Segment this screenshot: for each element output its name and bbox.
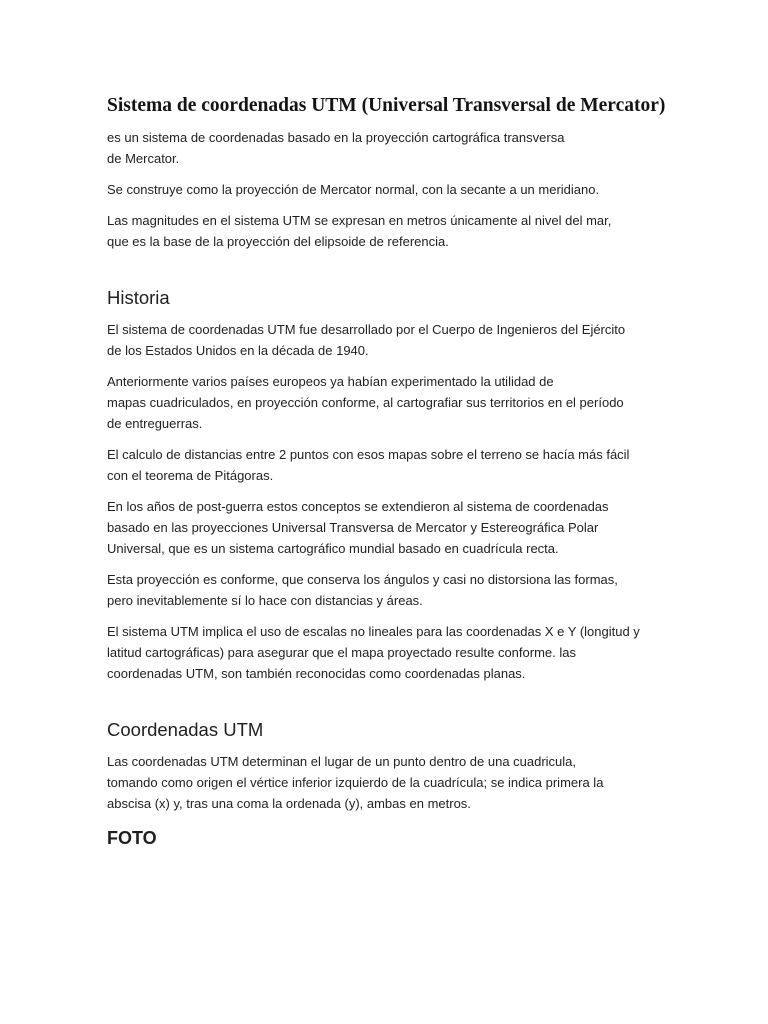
intro-p1-line2: de Mercator.: [107, 151, 180, 166]
historia-p2-line1: Anteriormente varios países europeos ya habían experimentado la utilidad de: [107, 374, 554, 389]
historia-paragraph-2: [107, 371, 667, 434]
document-body: [107, 93, 667, 850]
coordenadas-p1-line1: Las coordenadas UTM determinan el lugar de un punto dentro de una cuadricula,: [107, 754, 577, 769]
historia-p4-line1: En los años de post-guerra estos conceptos se extendieron al sistema de coordenadas: [107, 499, 609, 514]
coordenadas-p1-line3: abscisa (x) y, tras una coma la ordenada (y), ambas en metros.: [107, 796, 471, 811]
historia-p4-line2: basado en las proyecciones Universal Transversa de Mercator y Estereográfica Polar: [107, 520, 599, 535]
historia-p1-line1: El sistema de coordenadas UTM fue desarrollado por el Cuerpo de Ingenieros del Ejército: [107, 322, 626, 337]
intro-paragraph-1: [107, 127, 667, 169]
intro-p3-line2: que es la base de la proyección del elipsoide de referencia.: [107, 234, 449, 249]
coordenadas-paragraph-1: [107, 751, 667, 814]
section-heading-coordenadas: Coordenadas UTM: [107, 719, 264, 740]
section-heading-historia: Historia: [107, 287, 170, 308]
coordenadas-p1-line2: tomando como origen el vértice inferior izquierdo de la cuadrícula; se indica primera la: [107, 775, 604, 790]
section-heading-foto: FOTO: [107, 828, 157, 848]
historia-p3-line2: con el teorema de Pitágoras.: [107, 468, 274, 483]
document-title: Sistema de coordenadas UTM (Universal Transversal de Mercator): [107, 95, 666, 116]
historia-paragraph-3: [107, 444, 667, 486]
historia-paragraph-6: [107, 621, 667, 684]
historia-paragraph-1: [107, 319, 667, 361]
historia-p2-line2: mapas cuadriculados, en proyección conforme, al cartografiar sus territorios en el período: [107, 395, 624, 410]
historia-p6-line1: El sistema UTM implica el uso de escalas no lineales para las coordenadas X e Y (longitud y: [107, 624, 640, 639]
historia-p2-line3: de entreguerras.: [107, 416, 203, 431]
historia-p5-line1: Esta proyección es conforme, que conserva los ángulos y casi no distorsiona las formas,: [107, 572, 618, 587]
historia-p4-line3: Universal, que es un sistema cartográfico mundial basado en cuadrícula recta.: [107, 541, 559, 556]
historia-paragraph-5: [107, 569, 667, 611]
historia-p6-line3: coordenadas UTM, son también reconocidas como coordenadas planas.: [107, 666, 526, 681]
intro-p1-line1: es un sistema de coordenadas basado en la proyección cartográfica transversa: [107, 130, 565, 145]
historia-paragraph-4: [107, 496, 667, 559]
intro-paragraph-3: [107, 210, 667, 252]
intro-p3-line1: Las magnitudes en el sistema UTM se expresan en metros únicamente al nivel del mar,: [107, 213, 612, 228]
intro-paragraph-2: Se construye como la proyección de Mercator normal, con la secante a un meridiano.: [107, 182, 600, 197]
historia-p3-line1: El calculo de distancias entre 2 puntos con esos mapas sobre el terreno se hacía más fácil: [107, 447, 630, 462]
historia-p5-line2: pero inevitablemente sí lo hace con distancias y áreas.: [107, 593, 423, 608]
historia-p1-line2: de los Estados Unidos en la década de 1940.: [107, 343, 369, 358]
historia-p6-line2: latitud cartográficas) para asegurar que el mapa proyectado resulte conforme. las: [107, 645, 576, 660]
